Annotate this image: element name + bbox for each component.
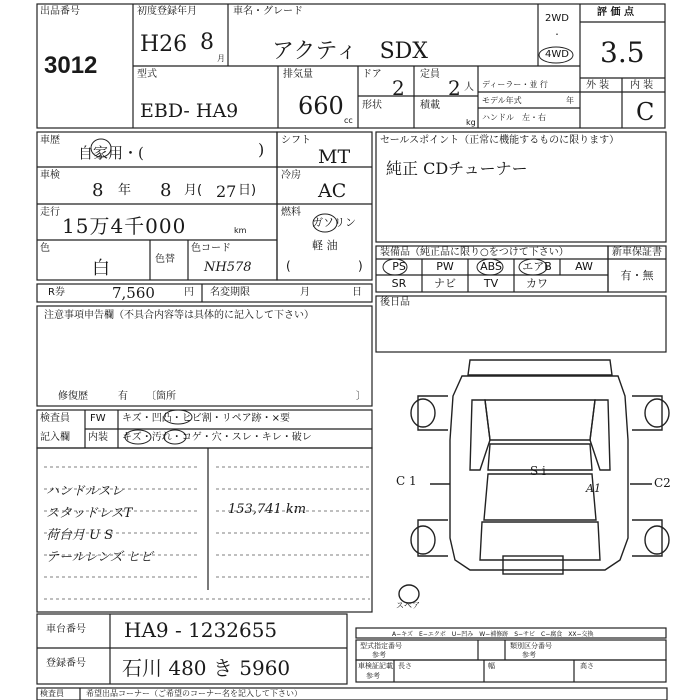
- remark-1: ハンドルスレ: [46, 484, 124, 499]
- repair-label: 修復歴: [58, 391, 88, 402]
- color-code-label: 色コード: [191, 243, 231, 254]
- length-label: 長さ: [398, 662, 412, 670]
- ac-value: AC: [318, 180, 347, 202]
- inspection-day-unit: 日): [238, 183, 257, 198]
- inspection-day: 27: [216, 182, 237, 201]
- door-value: 2: [392, 76, 405, 100]
- color-code-value: NH578: [204, 260, 252, 275]
- remark-4: テールレンズ ヒビ: [46, 550, 153, 565]
- class-label: 類別区分番号: [510, 642, 552, 650]
- vehicle-diagram: [399, 360, 669, 603]
- fuel-paren-close: ): [358, 259, 363, 273]
- fw-items: キズ・凹凸・ヒビ割・リペア跡・×要: [122, 413, 290, 424]
- inspection-label: 車検: [40, 170, 60, 181]
- drive-4wd: 4WD: [545, 49, 569, 60]
- mileage-label: 走行: [40, 207, 60, 218]
- equip-tv: TV: [483, 277, 499, 290]
- handle-label: ハンドル 左・右: [482, 113, 546, 122]
- dims-sub: 参考: [366, 672, 380, 680]
- spare-label: スペア: [396, 601, 420, 610]
- shape-label: 形状: [362, 100, 382, 111]
- fuel-label: 燃料: [281, 207, 301, 218]
- first-reg-month: 8: [200, 30, 214, 55]
- chassis-value: HA9 - 1232655: [124, 618, 278, 642]
- seats-label: 定員: [420, 69, 440, 80]
- equip-navi: ナビ: [434, 277, 456, 290]
- diagram-a1: A1: [586, 482, 601, 495]
- ac-label: 冷房: [281, 170, 301, 181]
- name-change-day: 日: [352, 287, 362, 298]
- repair-place: 〔箇所: [146, 391, 176, 402]
- mileage-value: 15万4千000: [62, 214, 187, 238]
- drive-2wd: 2WD: [545, 13, 569, 24]
- mileage-unit: km: [234, 226, 247, 235]
- entry-label: 記入欄: [40, 432, 70, 443]
- drive-dot: ・: [553, 30, 561, 39]
- damage-legend: A−キズ E−エクボ U−凹み W−補修跡 S−サビ C−腐食 XX−交換: [392, 631, 594, 638]
- recycle-value: 7,560: [112, 284, 155, 302]
- first-reg-era: H26: [140, 32, 188, 57]
- history-value: 自家用・(: [78, 144, 144, 162]
- fuel-value: ガソリン: [312, 216, 356, 229]
- type-value: EBD- HA9: [140, 100, 239, 122]
- repair-close: 〕: [356, 391, 366, 402]
- footer-corner: 希望出品コーナー（ご希望のコーナー名を記入して下さい）: [86, 689, 302, 698]
- inspection-month: 8: [160, 180, 172, 201]
- inspection-year-unit: 年: [118, 183, 132, 198]
- displacement-unit: cc: [344, 116, 353, 125]
- dims-label: 車検証記載: [358, 662, 393, 670]
- type-label: 型式: [137, 69, 157, 80]
- score-value: 3.5: [600, 36, 645, 69]
- seats-value: 2: [448, 76, 461, 100]
- fuel-alt: 軽 油: [312, 239, 338, 252]
- registration-label: 登録番号: [46, 658, 86, 669]
- shift-label: シフト: [281, 135, 311, 146]
- equip-sr: SR: [391, 277, 407, 290]
- odometer-note: 153,741 km: [228, 502, 307, 517]
- diagram-s1: S i: [530, 464, 546, 478]
- warranty-value: 有・無: [620, 269, 654, 282]
- sales-point-label: セールスポイント（正常に機能するものに限ります）: [380, 135, 620, 146]
- inspection-year: 8: [92, 180, 104, 201]
- door-label: ドア: [362, 69, 382, 80]
- load-unit: kg: [466, 118, 476, 127]
- load-label: 積載: [420, 100, 440, 111]
- inspector-label: 検査員: [40, 413, 70, 424]
- interior-grade: C: [636, 98, 655, 126]
- remark-3: 荷台月 U S: [46, 528, 114, 543]
- sales-point-value: 純正 CDチューナー: [386, 159, 528, 178]
- fw-label: FW: [90, 413, 106, 424]
- history-label: 車歴: [40, 135, 60, 146]
- lot-number: 3012: [44, 52, 98, 79]
- equip-ps: PS: [392, 260, 406, 273]
- shift-value: MT: [318, 146, 351, 168]
- remark-2: スタッドレスT: [46, 506, 133, 521]
- exterior-label: 外 装: [586, 80, 610, 91]
- equip-airbag: エアB: [522, 260, 552, 273]
- chassis-label: 車台番号: [46, 624, 86, 635]
- model-name: アクティ SDX: [272, 39, 428, 64]
- month-unit: 月: [217, 54, 225, 63]
- height-label: 高さ: [580, 662, 594, 670]
- recycle-unit: 円: [184, 287, 194, 298]
- name-change-label: 名変期限: [210, 287, 250, 298]
- history-close: ): [258, 140, 265, 159]
- repair-value: 有: [118, 391, 128, 402]
- equip-pw: PW: [436, 260, 454, 273]
- fuel-paren-open: (: [286, 259, 291, 273]
- diagram-c1: C 1: [396, 474, 417, 488]
- color-value: 白: [92, 258, 110, 279]
- recycle-label: R券: [48, 287, 65, 298]
- color-label: 色: [40, 243, 50, 254]
- model-spec-sub: 参考: [372, 651, 386, 659]
- displacement-value: 660: [298, 92, 344, 120]
- footer-inspector: 検査員: [40, 689, 64, 698]
- class-sub: 参考: [522, 651, 536, 659]
- first-reg-label: 初度登録年月: [137, 6, 197, 17]
- width-label: 幅: [488, 662, 495, 670]
- registration-value: 石川 480 き 5960: [122, 656, 291, 680]
- warranty-label: 新車保証書: [612, 247, 662, 258]
- equip-leather: カワ: [526, 277, 548, 290]
- interior-check-label: 内装: [88, 432, 108, 443]
- model-name-label: 車名・グレード: [233, 6, 303, 17]
- lot-label: 出品番号: [40, 6, 80, 17]
- equipment-label: 装備品（純正品に限り○をつけて下さい）: [380, 247, 569, 258]
- seats-unit: 人: [464, 82, 474, 93]
- inspection-month-unit: 月(: [184, 183, 203, 198]
- notes-label: 注意事項申告欄（不具合内容等は具体的に記入して下さい）: [44, 310, 314, 321]
- displacement-label: 排気量: [283, 69, 313, 80]
- model-year-label: モデル年式: [482, 96, 522, 105]
- score-label: 評 価 点: [597, 7, 634, 18]
- color-change-label: 色替: [155, 254, 175, 265]
- model-spec-label: 型式指定番号: [360, 642, 402, 650]
- model-year-unit: 年: [566, 96, 574, 105]
- interior-items: キズ・汚れ・コゲ・穴・スレ・キレ・破レ: [122, 432, 312, 443]
- name-change-month: 月: [300, 287, 310, 298]
- diagram-c2: C2: [654, 476, 671, 490]
- rear-item-label: 後日品: [380, 297, 410, 308]
- equip-aw: AW: [575, 260, 593, 273]
- equip-abs: ABS: [480, 260, 502, 273]
- interior-label: 内 装: [630, 80, 654, 91]
- dealer-label: ディーラー・並 行: [482, 80, 548, 89]
